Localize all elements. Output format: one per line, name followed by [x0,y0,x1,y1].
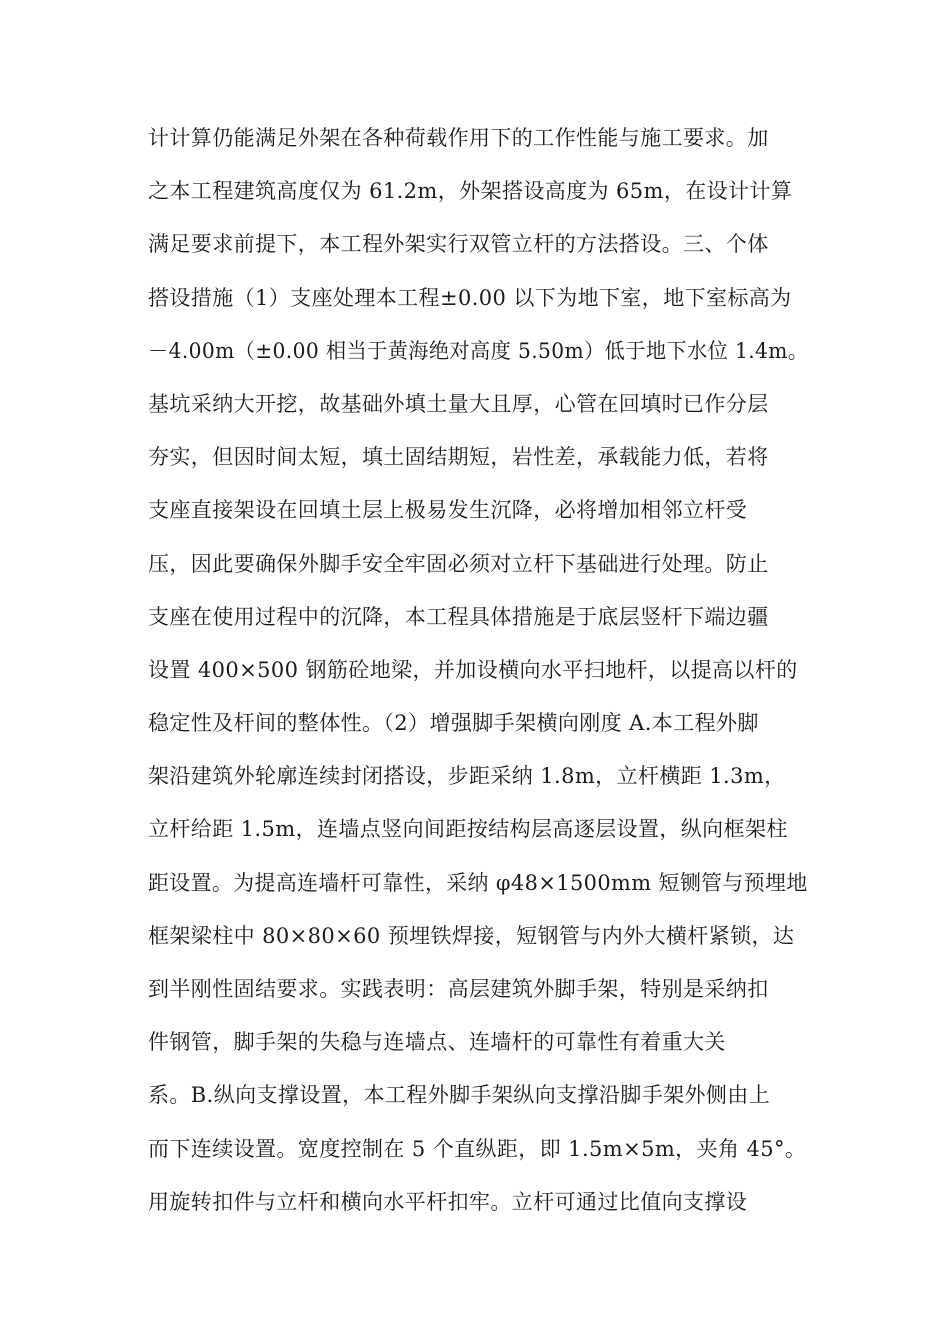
text-line: 基坑采纳大开挖，故基础外填土量大且厚，心管在回填时已作分层 [148,391,769,416]
text-line: 夯实，但因时间太短，填土固结期短，岩性差，承载能力低，若将 [148,445,769,470]
text-line: 架沿建筑外轮廓连续封闭搭设，步距采纳 1.8m，立杆横距 1.3m， [148,764,786,789]
text-line: 立杆给距 1.5m，连墙点竖向间距按结构层高逐层设置，纵向框架柱 [148,817,788,842]
text-line: 计计算仍能满足外架在各种荷载作用下的工作性能与施工要求。加 [148,126,769,150]
text-line: 支座在使用过程中的沉降，本工程具体措施是于底层竖杆下端边疆 [148,604,769,629]
text-line: 稳定性及杆间的整体性。（2）增强脚手架横向刚度 A.本工程外脚 [148,711,759,736]
text-line: －4.00m（±0.00 相当于黄海绝对高度 5.50m）低于地下水位 1.4m。 [148,338,809,363]
text-line: 支座直接架设在回填土层上极易发生沉降，必将增加相邻立杆受 [148,498,748,523]
text-line: 设置 400×500 钢筋砼地梁，并加设横向水平扫地杆，以提高以杆的 [148,657,798,682]
text-line: 满足要求前提下，本工程外架实行双管立杆的方法搭设。三、个体 [148,232,769,257]
text-line: 距设置。为提高连墙杆可靠性，采纳 φ48×1500mm 短铡管与预埋地 [148,870,808,895]
text-line: 压，因此要确保外脚手安全牢固必须对立杆下基础进行处理。防止 [148,551,769,576]
text-line: 之本工程建筑高度仅为 61.2m，外架搭设高度为 65m，在设计计算 [148,179,793,204]
body-text [148,118,808,1235]
text-line: 框架梁柱中 80×80×60 预埋铁焊接，短钢管与内外大横杆紧锁，达 [148,923,795,948]
text-line: 用旋转扣件与立杆和横向水平杆扣牢。立杆可通过比值向支撑设 [148,1189,748,1214]
text-line: 到半刚性固结要求。实践表明：高层建筑外脚手架，特别是采纳扣 [148,977,769,1001]
text-line: 而下连续设置。宽度控制在 5 个直纵距，即 1.5m×5m，夹角 45°。 [148,1136,807,1161]
text-line: 件钢管，脚手架的失稳与连墙点、连墙杆的可靠性有着重大关 [148,1030,726,1055]
text-line: 系。B.纵向支撑设置，本工程外脚手架纵向支撑沿脚手架外侧由上 [148,1083,771,1108]
text-line: 搭设措施（1）支座处理本工程±0.00 以下为地下室，地下室标高为 [148,285,792,310]
